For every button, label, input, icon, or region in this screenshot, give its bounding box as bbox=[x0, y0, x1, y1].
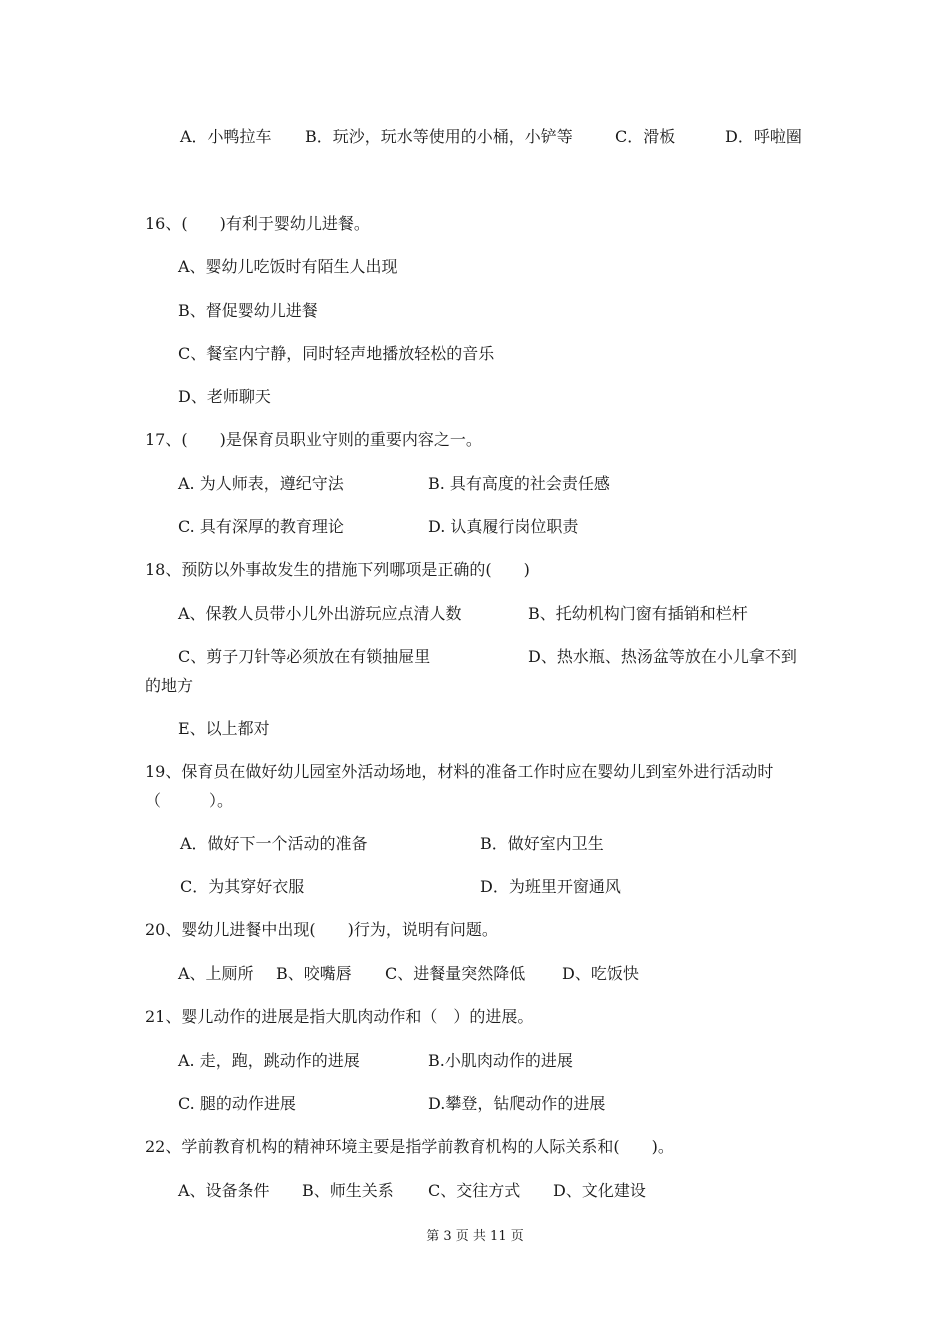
question-20-stem: 20、婴幼儿进餐中出现( )行为，说明有问题。 bbox=[145, 920, 498, 939]
question-19-stem: 19、保育员在做好幼儿园室外活动场地，材料的准备工作时应在婴幼儿到室外进行活动时 bbox=[145, 762, 774, 781]
question-17-option-c: C. 具有深厚的教育理论 bbox=[178, 517, 344, 536]
question-21-option-a: A. 走，跑，跳动作的进展 bbox=[178, 1051, 360, 1070]
question-20-option-a: A、上厕所 bbox=[178, 964, 254, 983]
question-20-option-d: D、吃饭快 bbox=[562, 964, 639, 983]
question-19-option-b: B．做好室内卫生 bbox=[480, 834, 604, 853]
question-21-stem: 21、婴儿动作的进展是指大肌肉动作和（ ）的进展。 bbox=[145, 1007, 534, 1026]
question-18-option-a: A、保教人员带小儿外出游玩应点清人数 bbox=[178, 604, 462, 623]
question-18-stem: 18、预防以外事故发生的措施下列哪项是正确的( ) bbox=[145, 560, 530, 579]
question-16-option-d: D、老师聊天 bbox=[178, 387, 271, 406]
question-22-stem: 22、学前教育机构的精神环境主要是指学前教育机构的人际关系和( )。 bbox=[145, 1137, 674, 1156]
question-21-option-d: D.攀登，钻爬动作的进展 bbox=[428, 1094, 606, 1113]
question-19-option-a: A．做好下一个活动的准备 bbox=[180, 834, 368, 853]
prev-option-c: C．滑板 bbox=[615, 127, 676, 146]
question-22-option-d: D、文化建设 bbox=[553, 1181, 646, 1200]
question-19-stem-continued: （ ）。 bbox=[145, 791, 234, 810]
question-17-option-b: B. 具有高度的社会责任感 bbox=[428, 474, 610, 493]
question-18-option-d: D、热水瓶、热汤盆等放在小儿拿不到 bbox=[528, 647, 797, 666]
question-19-option-c: C．为其穿好衣服 bbox=[180, 877, 305, 896]
question-18-option-d-continued: 的地方 bbox=[145, 676, 194, 695]
question-16-option-b: B、督促婴幼儿进餐 bbox=[178, 301, 318, 320]
prev-option-d: D．呼啦圈 bbox=[725, 127, 802, 146]
question-20-option-b: B、咬嘴唇 bbox=[276, 964, 352, 983]
question-22-option-b: B、师生关系 bbox=[302, 1181, 394, 1200]
prev-option-b: B．玩沙，玩水等使用的小桶，小铲等 bbox=[305, 127, 573, 146]
question-18-option-e: E、以上都对 bbox=[178, 719, 270, 738]
prev-option-a: A．小鸭拉车 bbox=[180, 127, 272, 146]
question-17-option-d: D. 认真履行岗位职责 bbox=[428, 517, 579, 536]
question-22-option-c: C、交往方式 bbox=[428, 1181, 521, 1200]
question-17-option-a: A. 为人师表，遵纪守法 bbox=[178, 474, 344, 493]
question-16-option-a: A、婴幼儿吃饭时有陌生人出现 bbox=[178, 257, 398, 276]
question-18-option-b: B、托幼机构门窗有插销和栏杆 bbox=[528, 604, 748, 623]
page-footer: 第 3 页 共 11 页 bbox=[426, 1229, 524, 1244]
question-22-option-a: A、设备条件 bbox=[178, 1181, 270, 1200]
question-16-option-c: C、餐室内宁静，同时轻声地播放轻松的音乐 bbox=[178, 344, 495, 363]
question-18-option-c: C、剪子刀针等必须放在有锁抽屉里 bbox=[178, 647, 431, 666]
question-17-stem: 17、( )是保育员职业守则的重要内容之一。 bbox=[145, 430, 482, 449]
question-20-option-c: C、进餐量突然降低 bbox=[385, 964, 526, 983]
question-21-option-c: C. 腿的动作进展 bbox=[178, 1094, 296, 1113]
question-16-stem: 16、( )有利于婴幼儿进餐。 bbox=[145, 214, 370, 233]
question-21-option-b: B.小肌肉动作的进展 bbox=[428, 1051, 573, 1070]
question-19-option-d: D．为班里开窗通风 bbox=[480, 877, 621, 896]
